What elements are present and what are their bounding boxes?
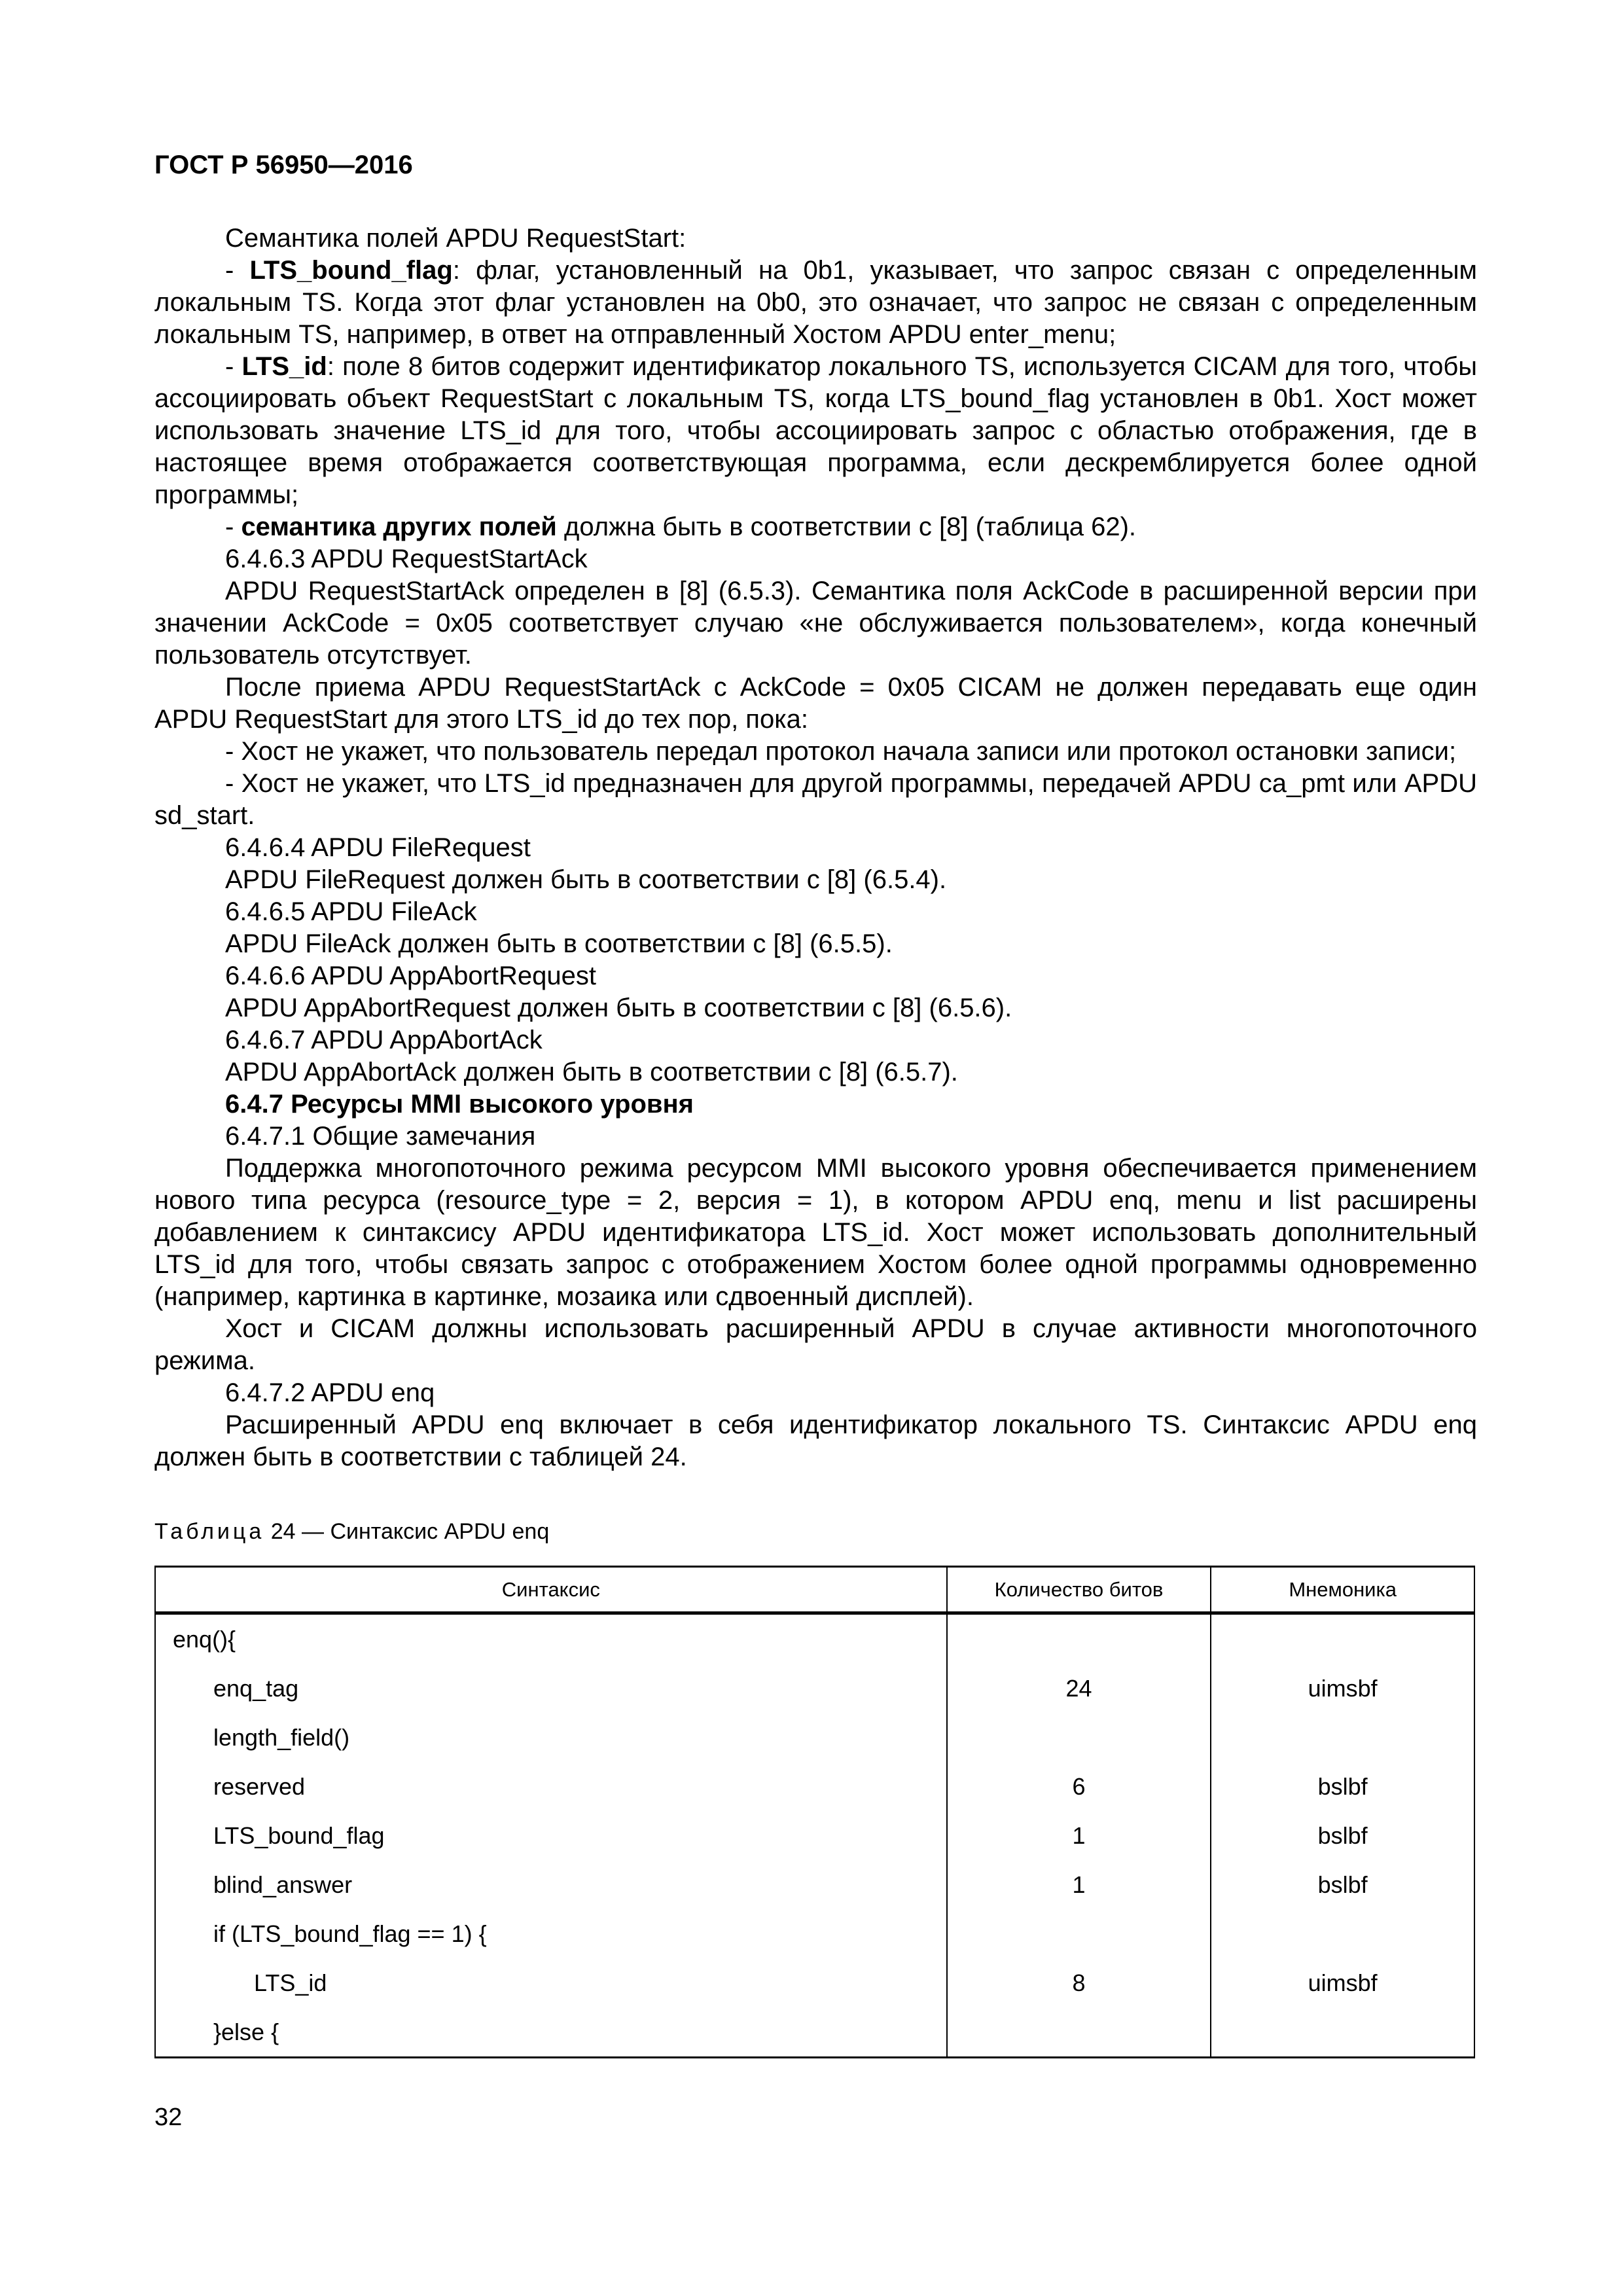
paragraph <box>154 351 1477 511</box>
bits-cell: 6 <box>947 1762 1211 1811</box>
paragraph <box>154 511 1477 543</box>
bits-cell: 24 <box>947 1664 1211 1713</box>
section-heading: 6.4.6.6 APDU AppAbortRequest <box>225 961 597 990</box>
table-row <box>155 1958 1474 2007</box>
bits-cell: 8 <box>947 1958 1211 2007</box>
mnemonic-cell: bslbf <box>1211 1860 1474 1909</box>
bits-cell: 1 <box>947 1860 1211 1909</box>
paragraph: APDU FileAck должен быть в соответствии с [8] (6.5.5). <box>225 929 893 958</box>
mnemonic-cell <box>1211 1909 1474 1958</box>
column-header-syntax: Синтаксис <box>155 1567 947 1613</box>
syntax-cell: LTS_id <box>155 1958 947 2007</box>
section-title: 6.4.7 Ресурсы MMI высокого уровня <box>225 1090 694 1119</box>
table-row <box>155 1613 1474 1664</box>
paragraph: Семантика полей APDU RequestStart: <box>225 224 687 253</box>
table-row <box>155 1664 1474 1713</box>
syntax-cell: LTS_bound_flag <box>155 1811 947 1860</box>
paragraph: Расширенный APDU enq включает в себя идентификатор локального TS. Синтаксис APDU enq должен быть в соответствии с таблицей 24. <box>154 1410 1477 1471</box>
section-heading: 6.4.7.1 Общие замечания <box>225 1122 536 1151</box>
mnemonic-cell <box>1211 2007 1474 2058</box>
table-caption-word: Таблица <box>154 1519 265 1544</box>
syntax-cell: enq_tag <box>155 1664 947 1713</box>
bits-cell <box>947 1613 1211 1664</box>
column-header-mnemonic: Мнемоника <box>1211 1567 1474 1613</box>
table-row <box>155 1762 1474 1811</box>
syntax-cell: }else { <box>155 2007 947 2058</box>
syntax-cell: blind_answer <box>155 1860 947 1909</box>
document-header: ГОСТ Р 56950—2016 <box>154 151 413 179</box>
paragraph: APDU FileRequest должен быть в соответствии с [8] (6.5.4). <box>225 865 947 894</box>
syntax-cell: reserved <box>155 1762 947 1811</box>
syntax-cell: length_field() <box>155 1713 947 1762</box>
term: семантика других полей <box>241 512 557 541</box>
dash: - <box>225 352 242 381</box>
paragraph-text: : поле 8 битов содержит идентификатор локального TS, используется CICAM для того, чтобы ассоциировать объект RequestStart с локальным TS, когда LTS_bound_flag установлен в 0b1. Хост может использовать значение LTS_id для того, чтобы ассоциировать запрос с областью отображения, где в настоящее время отображается соответствующая программа, если дескремблируется более одной программы; <box>154 352 1478 509</box>
table-row <box>155 1811 1474 1860</box>
table-caption <box>154 1517 549 1546</box>
bits-cell <box>947 1713 1211 1762</box>
table-row <box>155 1860 1474 1909</box>
paragraph: После приема APDU RequestStartAck с AckCode = 0x05 CICAM не должен передавать еще один APDU RequestStart для этого LTS_id до тех пор, пока: <box>154 673 1477 734</box>
bits-cell <box>947 1909 1211 1958</box>
table-caption-text: 24 — Синтаксис APDU enq <box>264 1519 550 1544</box>
paragraph: Хост и CICAM должны использовать расширенный APDU в случае активности многопоточного режима. <box>154 1314 1477 1375</box>
table-row <box>155 1909 1474 1958</box>
term: LTS_bound_flag <box>249 256 453 285</box>
syntax-table <box>154 1566 1475 2058</box>
dash: - <box>225 512 241 541</box>
mnemonic-cell: uimsbf <box>1211 1664 1474 1713</box>
paragraph: - Хост не укажет, что пользователь передал протокол начала записи или протокол остановки записи; <box>225 737 1457 766</box>
mnemonic-cell <box>1211 1613 1474 1664</box>
syntax-cell: enq(){ <box>155 1613 947 1664</box>
syntax-cell: if (LTS_bound_flag == 1) { <box>155 1909 947 1958</box>
paragraph: APDU RequestStartAck определен в [8] (6.5.3). Семантика поля AckCode в расширенной версии при значении AckCode = 0x05 соответствует случаю «не обслуживается пользователем», когда конечный пользователь отсутствует. <box>154 577 1477 670</box>
column-header-bits: Количество битов <box>947 1567 1211 1613</box>
section-heading: 6.4.7.2 APDU enq <box>225 1378 435 1407</box>
table-header-row <box>155 1567 1474 1613</box>
page-number: 32 <box>154 2104 183 2131</box>
paragraph: - Хост не укажет, что LTS_id предназначен для другой программы, передачей APDU ca_pmt или APDU sd_start. <box>154 769 1477 830</box>
table-row <box>155 2007 1474 2058</box>
bits-cell: 1 <box>947 1811 1211 1860</box>
section-heading: 6.4.6.5 APDU FileAck <box>225 897 477 926</box>
mnemonic-cell: bslbf <box>1211 1811 1474 1860</box>
table-row <box>155 1713 1474 1762</box>
paragraph-text: : флаг, установленный на 0b1, указывает, что запрос связан с определенным локальным TS. Когда этот флаг установлен на 0b0, это означает, что запрос не связан с определенным локальным TS, например, в ответ на отправленный Хостом APDU enter_menu; <box>154 256 1478 349</box>
mnemonic-cell: uimsbf <box>1211 1958 1474 2007</box>
paragraph: APDU AppAbortAck должен быть в соответствии с [8] (6.5.7). <box>225 1058 958 1086</box>
paragraph: Поддержка многопоточного режима ресурсом MMI высокого уровня обеспечивается применением нового типа ресурса (resource_type = 2, версия = 1), в котором APDU enq, menu и list расширены добавлением к синтаксису APDU идентификатора LTS_id. Хост может использовать дополнительный LTS_id для того, чтобы связать запрос с отображением Хостом более одной программы одновременно (например, картинка в картинке, мозаика или сдвоенный дисплей). <box>154 1154 1477 1311</box>
paragraph-text: должна быть в соответствии с [8] (таблица 62). <box>556 512 1137 541</box>
body-text <box>154 223 1477 1473</box>
section-heading: 6.4.6.7 APDU AppAbortAck <box>225 1026 543 1054</box>
section-heading: 6.4.6.4 APDU FileRequest <box>225 833 531 862</box>
mnemonic-cell <box>1211 1713 1474 1762</box>
mnemonic-cell: bslbf <box>1211 1762 1474 1811</box>
paragraph: APDU AppAbortRequest должен быть в соответствии с [8] (6.5.6). <box>225 994 1012 1022</box>
bits-cell <box>947 2007 1211 2058</box>
paragraph <box>154 255 1477 351</box>
section-heading: 6.4.6.3 APDU RequestStartAck <box>225 545 588 573</box>
dash: - <box>225 256 250 285</box>
term: LTS_id <box>241 352 327 381</box>
section-heading-bold <box>154 1088 1477 1121</box>
